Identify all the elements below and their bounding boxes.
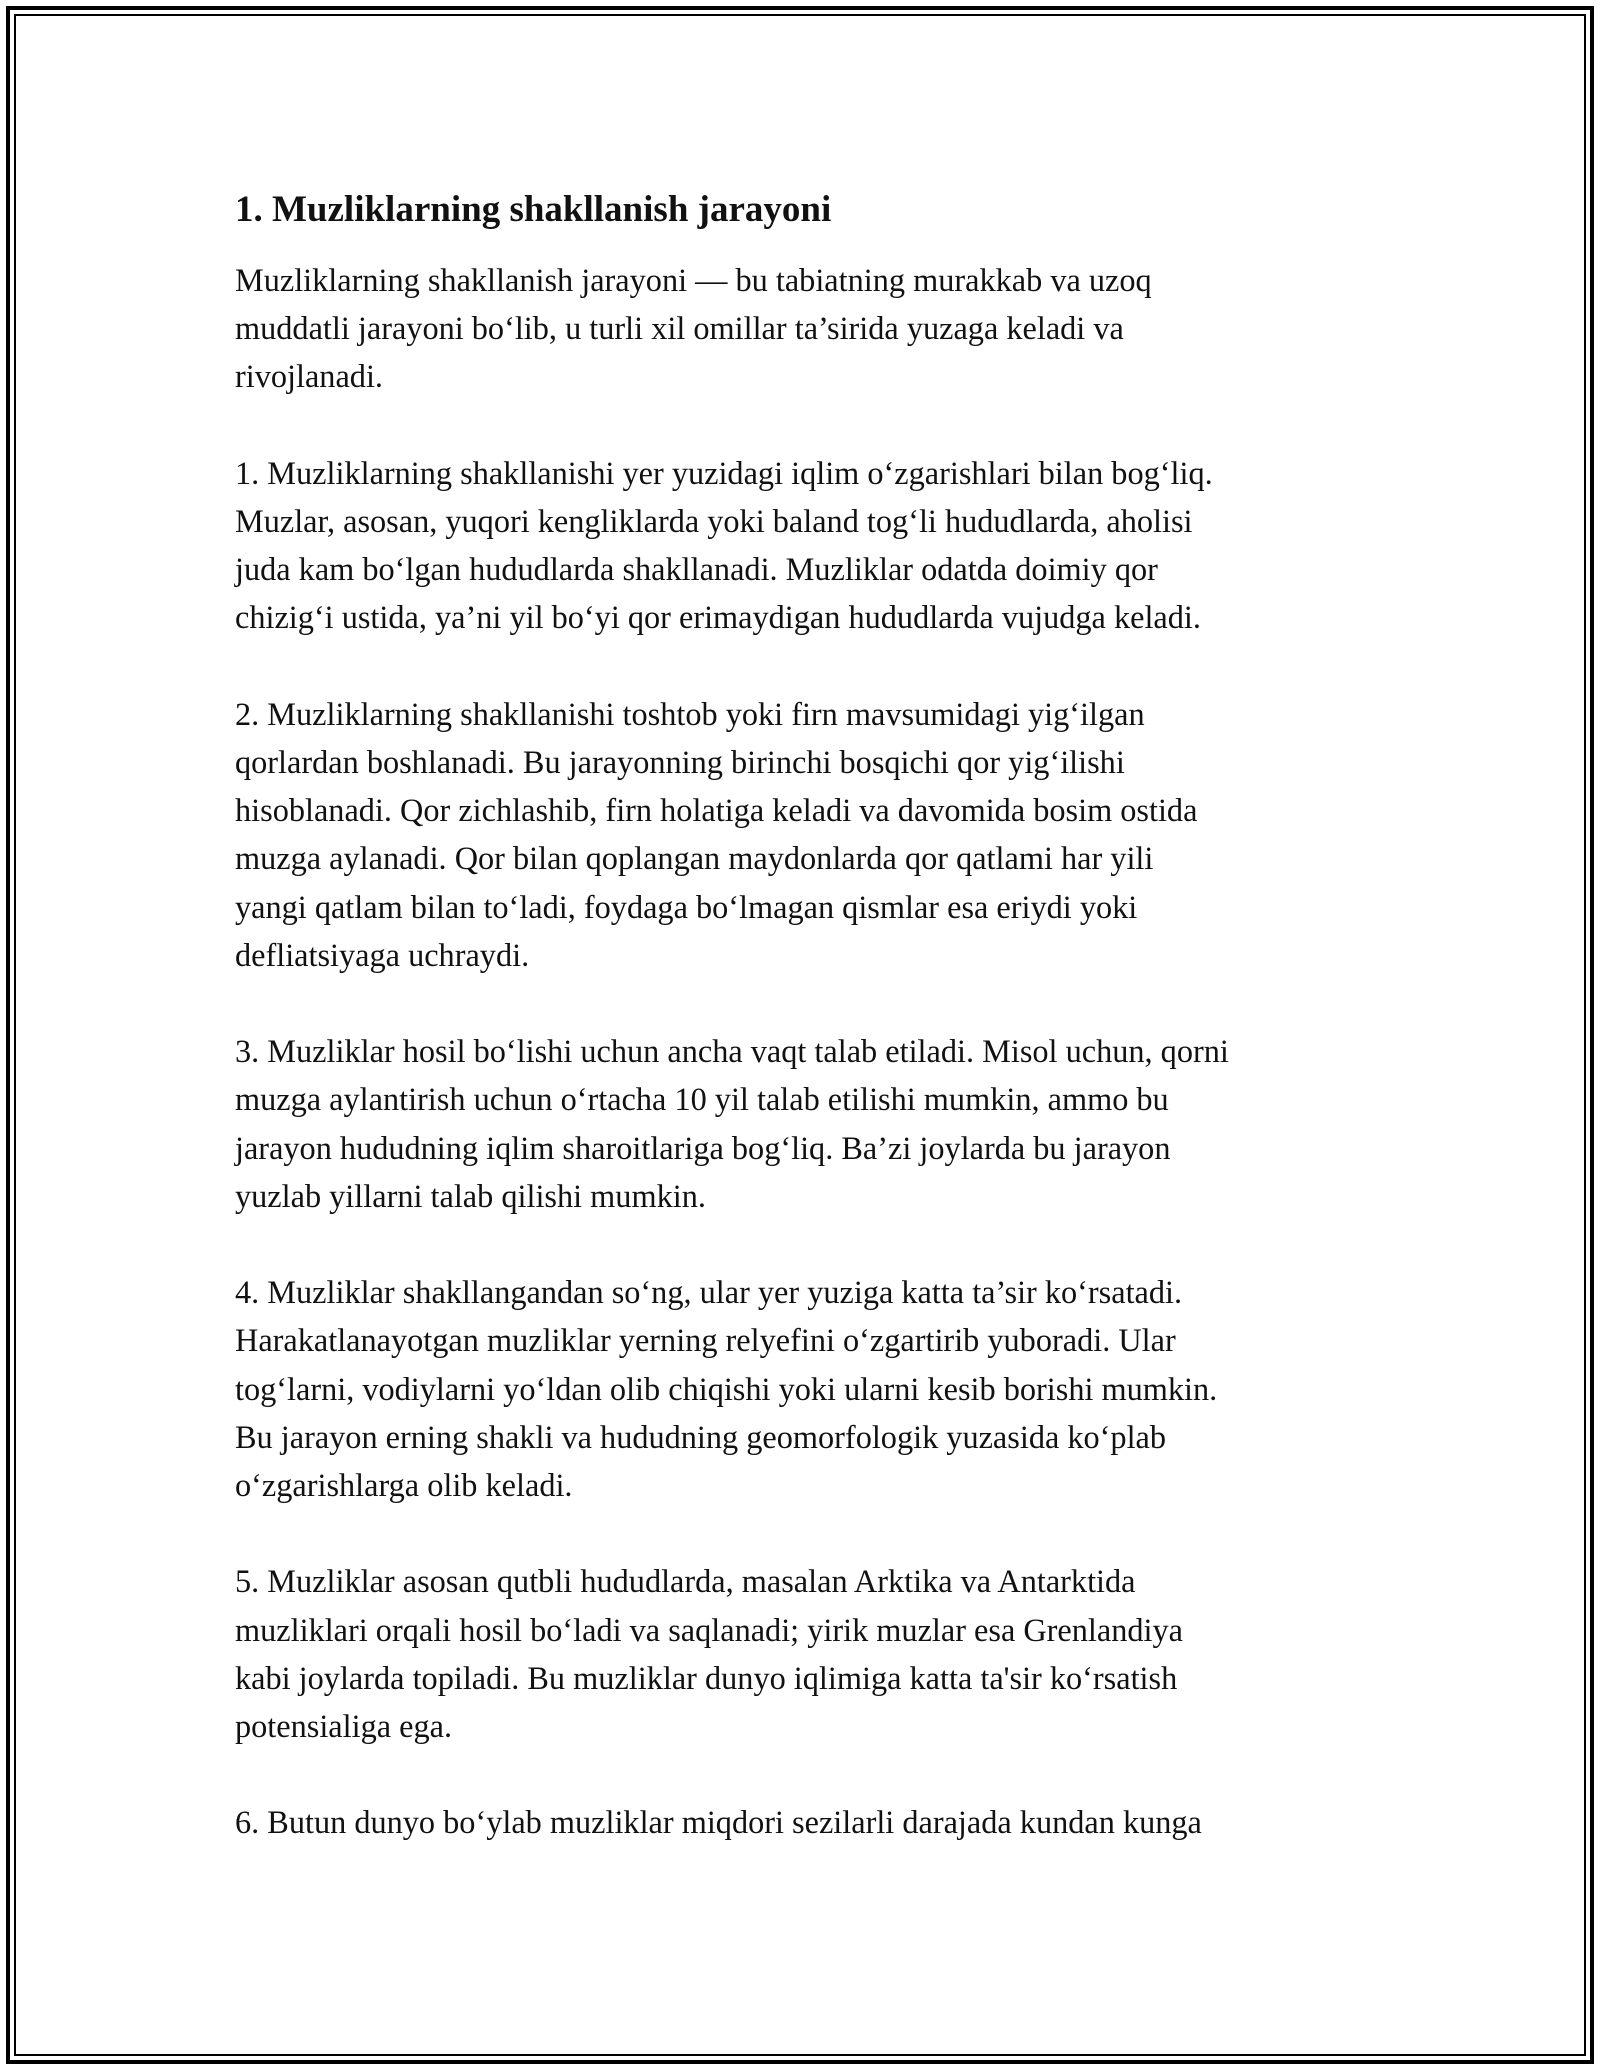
- paragraph: [235, 256, 1375, 401]
- paragraph-line: 5. Muzliklar asosan qutbli hududlarda, masalan Arktika va Antarktida: [235, 1563, 1136, 1600]
- paragraph-line: Bu jarayon erning shakli va hududning geomorfologik yuzasida ko‘plab: [235, 1418, 1167, 1455]
- paragraph-line: yuzlab yillarni talab qilishi mumkin.: [235, 1177, 706, 1214]
- paragraph-line: defliatsiyaga uchraydi.: [235, 936, 530, 973]
- paragraph: [235, 1268, 1375, 1509]
- paragraph: [235, 1798, 1375, 1846]
- paragraph-line: chizig‘i ustida, ya’ni yil bo‘yi qor erimaydigan hududlarda vujudga keladi.: [235, 599, 1201, 636]
- paragraph-line: juda kam bo‘lgan hududlarda shakllanadi. Muzliklar odatda doimiy qor: [235, 551, 1158, 588]
- paragraph-line: muzga aylanadi. Qor bilan qoplangan maydonlarda qor qatlami har yili: [235, 840, 1154, 877]
- paragraph-line: Muzlar, asosan, yuqori kengliklarda yoki baland tog‘li hududlarda, aholisi: [235, 503, 1193, 539]
- paragraph-line: o‘zgarishlarga olib keladi.: [235, 1467, 573, 1504]
- paragraph-line: tog‘larni, vodiylarni yo‘ldan olib chiqishi yoki ularni kesib borishi mumkin.: [235, 1370, 1218, 1407]
- paragraph-line: muddatli jarayoni bo‘lib, u turli xil omillar ta’sirida yuzaga keladi va: [235, 310, 1124, 347]
- document-title: 1. Muzliklarning shakllanish jarayoni: [235, 189, 832, 230]
- paragraph-line: 4. Muzliklar shakllangandan so‘ng, ular yer yuziga katta ta’sir ko‘rsatadi.: [235, 1274, 1183, 1311]
- paragraph-line: Harakatlanayotgan muzliklar yerning relyefini o‘zgartirib yuboradi. Ular: [235, 1322, 1176, 1359]
- paragraph: [235, 1557, 1375, 1750]
- paragraph-line: 6. Butun dunyo bo‘ylab muzliklar miqdori sezilarli darajada kundan kunga: [235, 1804, 1202, 1841]
- paragraph-line: muzga aylantirish uchun o‘rtacha 10 yil talab etilishi mumkin, ammo bu: [235, 1081, 1169, 1118]
- paragraph-line: 3. Muzliklar hosil bo‘lishi uchun ancha vaqt talab etiladi. Misol uchun, qorni: [235, 1033, 1229, 1070]
- document-body: [235, 186, 1375, 1895]
- paragraph: [235, 449, 1375, 642]
- paragraph-line: kabi joylarda topiladi. Bu muzliklar dunyo iqlimiga katta ta'sir ko‘rsatish: [235, 1659, 1178, 1696]
- paragraph-line: qorlardan boshlanadi. Bu jarayonning birinchi bosqichi qor yig‘ilishi: [235, 744, 1125, 780]
- paragraph-line: Muzliklarning shakllanish jarayoni — bu tabiatning murakkab va uzoq: [235, 262, 1152, 298]
- paragraph-line: muzliklari orqali hosil bo‘ladi va saqlanadi; yirik muzlar esa Grenlandiya: [235, 1611, 1183, 1648]
- paragraph-line: potensialiga ega.: [235, 1708, 453, 1745]
- paragraph-line: 2. Muzliklarning shakllanishi toshtob yoki firn mavsumidagi yig‘ilgan: [235, 695, 1145, 732]
- paragraph-line: rivojlanadi.: [235, 358, 383, 395]
- paragraph-line: yangi qatlam bilan to‘ladi, foydaga bo‘lmagan qismlar esa eriydi yoki: [235, 888, 1138, 925]
- paragraph: [235, 1027, 1375, 1220]
- paragraph: [235, 690, 1375, 979]
- paragraph-line: hisoblanadi. Qor zichlashib, firn holatiga keladi va davomida bosim ostida: [235, 792, 1198, 829]
- paragraph-line: jarayon hududning iqlim sharoitlariga bog‘liq. Ba’zi joylarda bu jarayon: [235, 1129, 1171, 1166]
- paragraph-list: [235, 256, 1375, 1847]
- paragraph-line: 1. Muzliklarning shakllanishi yer yuzidagi iqlim o‘zgarishlari bilan bog‘liq.: [235, 454, 1213, 491]
